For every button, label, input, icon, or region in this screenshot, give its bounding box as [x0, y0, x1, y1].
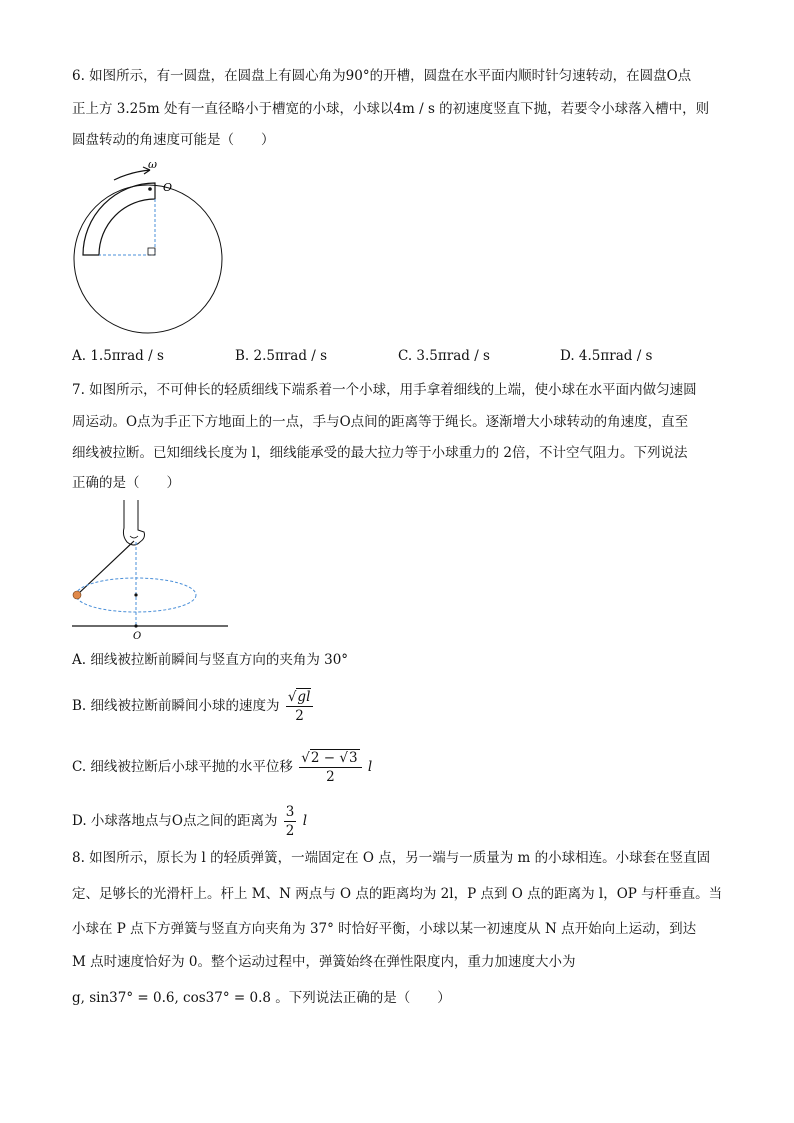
q8-stem-line1: 8. 如图所示，原长为 l 的轻质弹簧，一端固定在 O 点，另一端与一质量为 m 的小球相连。小球套在竖直固: [72, 850, 711, 866]
q7-stem-line1: 7. 如图所示，不可伸长的轻质细线下端系着一个小球，用手拿着细线的上端，使小球在水平面内做匀速圆: [72, 382, 697, 398]
q7-option-d-fraction: $\frac{3}{2}$: [285, 804, 295, 839]
q6-o-label: O: [163, 181, 173, 194]
q6-slot-dash: [99, 199, 155, 255]
q6-slot: [83, 183, 155, 255]
q8-stem-line3: 小球在 P 点下方弹簧与竖直方向夹角为 37° 时恰好平衡，小球以某一初速度从 N 点开始向上运动，到达: [72, 921, 697, 937]
q6-option-c[interactable]: C. 3.5πrad / s: [398, 348, 490, 364]
q7-string: [78, 541, 134, 594]
q7-option-d-text: D. 小球落地点与O点之间的距离为: [72, 813, 278, 829]
q7-option-a[interactable]: A. 细线被拉断前瞬间与竖直方向的夹角为 30°: [72, 652, 349, 668]
q8-stem-line5: g, sin37° = 0.6, cos37° = 0.8 。下列说法正确的是（ ）: [72, 990, 451, 1006]
q7-option-c-text: C. 细线被拉断后小球平抛的水平位移: [72, 759, 293, 775]
q6-right-angle-mark: [148, 248, 155, 255]
q6-disk-figure: [70, 158, 240, 338]
q8-stem-line4: M 点时速度恰好为 0。整个运动过程中，弹簧始终在弹性限度内，重力加速度大小为: [72, 954, 576, 970]
q7-o-label: O: [133, 631, 142, 642]
q7-option-b-text: B. 细线被拉断前瞬间小球的速度为: [72, 698, 280, 714]
q6-option-a[interactable]: A. 1.5πrad / s: [72, 348, 164, 364]
q7-option-c[interactable]: C. 细线被拉断后小球平抛的水平位移 $\frac{√2 - √3}{2}$ l: [72, 750, 373, 785]
q7-stem-line2: 周运动。O点为手正下方地面上的一点，手与O点间的距离等于绳长。逐渐增大小球转动的角速度，直至: [72, 414, 689, 430]
q6-stem-line3: 圆盘转动的角速度可能是（ ）: [72, 132, 275, 148]
q6-stem-line1: 6. 如图所示，有一圆盘，在圆盘上有圆心角为90°的开槽，圆盘在水平面内顺时针匀速转动，在圆盘O点: [72, 68, 692, 84]
q6-option-b[interactable]: B. 2.5πrad / s: [235, 348, 328, 364]
q7-option-c-fraction: $\frac{√2 - √3}{2}$: [299, 749, 361, 786]
q7-option-d[interactable]: D. 小球落地点与O点之间的距离为 $\frac{3}{2}$ l: [72, 804, 308, 839]
q7-pendulum-figure: [70, 498, 230, 643]
q7-option-b-fraction: $\frac{√gl}{2}$: [286, 688, 314, 725]
q6-disk-circle: [74, 185, 222, 333]
q6-center-dot: [148, 187, 152, 191]
q7-option-b[interactable]: [72, 688, 315, 725]
q8-stem-line2: 定、足够长的光滑杆上。杆上 M、N 两点与 O 点的距离均为 2l，P 点到 O 点的距离为 l，OP 与杆垂直。当: [72, 886, 723, 902]
q7-center-dot: [134, 593, 137, 596]
q7-ball: [73, 591, 81, 599]
q6-rotation-arrow: [114, 170, 150, 180]
q6-omega-label: ω: [148, 158, 157, 171]
q7-stem-line4: 正确的是（ ）: [72, 475, 180, 491]
q6-option-d[interactable]: D. 4.5πrad / s: [560, 348, 653, 364]
q7-stem-line3: 细线被拉断。已知细线长度为 l，细线能承受的最大拉力等于小球重力的 2倍，不计空气阻力。下列说法: [72, 445, 688, 461]
q6-stem-line2: 正上方 3.25m 处有一直径略小于槽宽的小球，小球以4m / s 的初速度竖直下抛，若要令小球落入槽中，则: [72, 101, 710, 117]
